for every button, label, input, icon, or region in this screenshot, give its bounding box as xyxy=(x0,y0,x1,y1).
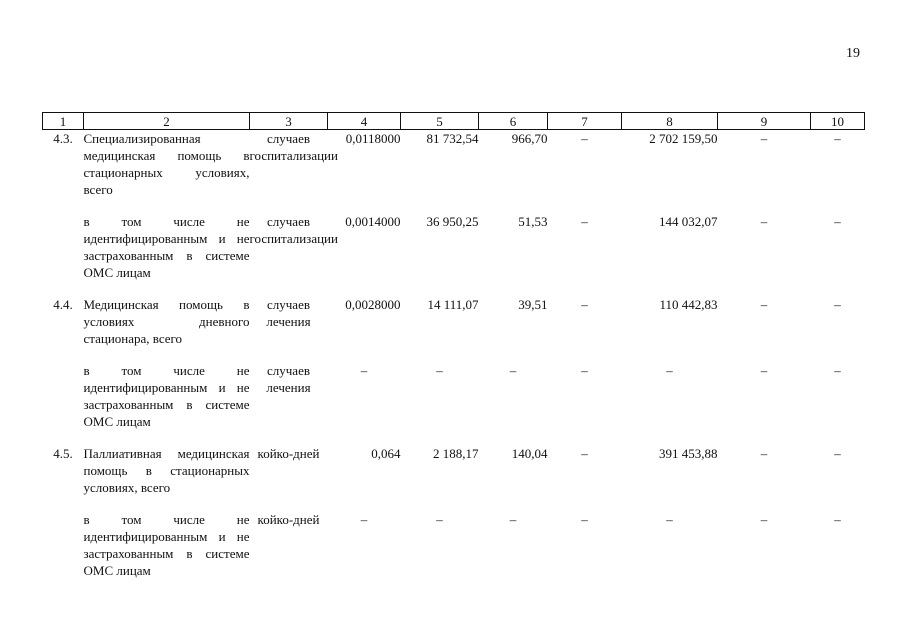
row-name xyxy=(84,445,250,511)
row-number: 4.3. xyxy=(53,131,73,146)
column-header-3: 3 xyxy=(250,113,328,130)
cell-col-5: 36 950,25 xyxy=(426,214,479,229)
cell-col-10: – xyxy=(834,131,841,146)
row-unit: случаев лечения xyxy=(266,297,311,329)
cell-col-5: – xyxy=(436,363,443,378)
cell-col-9: – xyxy=(760,363,768,378)
column-header-5: 5 xyxy=(401,113,479,130)
row-unit: койко-дней xyxy=(257,446,320,461)
cell-col-6: 966,70 xyxy=(511,131,548,146)
cell-col-9: – xyxy=(760,297,768,312)
cell-col-9: – xyxy=(760,214,768,229)
cell-col-7: – xyxy=(581,297,588,312)
cell-col-8: 2 702 159,50 xyxy=(649,131,718,146)
cell-col-5: – xyxy=(436,512,443,527)
cell-col-4: 0,064 xyxy=(371,446,401,461)
cell-col-6: 140,04 xyxy=(511,446,548,461)
row-unit: случаев госпитализации xyxy=(249,131,338,163)
cell-col-5: 2 188,17 xyxy=(433,446,479,461)
row-name-text: Медицинская помощь в условиях дневного стационара, всего xyxy=(83,297,250,346)
cell-col-9: – xyxy=(760,446,768,461)
row-name-text: в том числе не идентифицированным и не застрахованным в системе ОМС лицам xyxy=(83,363,250,429)
cell-col-6: – xyxy=(509,512,517,527)
row-name xyxy=(84,511,250,594)
table-row xyxy=(43,213,865,296)
cell-col-8: – xyxy=(666,363,673,378)
data-table xyxy=(42,112,865,594)
cell-col-5: 14 111,07 xyxy=(427,297,479,312)
column-header-7: 7 xyxy=(548,113,622,130)
cell-col-10: – xyxy=(834,363,841,378)
row-unit: случаев госпитализации xyxy=(249,214,338,246)
cell-col-8: 144 032,07 xyxy=(659,214,718,229)
cell-col-7: – xyxy=(581,214,588,229)
table-row xyxy=(43,296,865,362)
cell-col-4: 0,0028000 xyxy=(345,297,401,312)
row-number: 4.5. xyxy=(53,446,73,461)
cell-col-8: 110 442,83 xyxy=(659,297,718,312)
cell-col-8: – xyxy=(666,512,673,527)
row-name-text: в том числе не идентифицированным и не застрахованным в системе ОМС лицам xyxy=(83,512,250,578)
column-header-1: 1 xyxy=(43,113,84,130)
cell-col-7: – xyxy=(581,446,588,461)
row-name xyxy=(84,130,250,214)
cell-col-10: – xyxy=(834,297,841,312)
cell-col-10: – xyxy=(834,214,841,229)
cell-col-9: – xyxy=(760,512,768,527)
column-header-10: 10 xyxy=(811,113,865,130)
column-header-9: 9 xyxy=(718,113,811,130)
page-number: 19 xyxy=(846,46,860,61)
row-name-text: Специализированная медицинская помощь в стационарных условиях, всего xyxy=(83,131,250,197)
row-name xyxy=(84,296,250,362)
cell-col-4: – xyxy=(360,363,368,378)
cell-col-7: – xyxy=(581,512,588,527)
table-row xyxy=(43,511,865,594)
row-name-text: Паллиативная медицинская помощь в стационарных условиях, всего xyxy=(83,446,250,495)
row-name xyxy=(84,362,250,445)
cell-col-6: – xyxy=(509,363,517,378)
cell-col-10: – xyxy=(834,512,841,527)
column-header-6: 6 xyxy=(479,113,548,130)
row-name xyxy=(84,213,250,296)
cell-col-10: – xyxy=(834,446,841,461)
header-row xyxy=(43,113,865,130)
column-header-4: 4 xyxy=(328,113,401,130)
column-header-2: 2 xyxy=(84,113,250,130)
cell-col-8: 391 453,88 xyxy=(659,446,718,461)
cell-col-4: – xyxy=(360,512,368,527)
cell-col-7: – xyxy=(581,131,588,146)
row-number xyxy=(43,511,84,594)
table-row xyxy=(43,362,865,445)
row-unit: койко-дней xyxy=(257,512,320,527)
table-row xyxy=(43,130,865,214)
row-name-text: в том числе не идентифицированным и не застрахованным в системе ОМС лицам xyxy=(83,214,250,280)
row-unit: случаев лечения xyxy=(266,363,311,395)
cell-col-4: 0,0118000 xyxy=(345,131,401,146)
cell-col-6: 39,51 xyxy=(518,297,548,312)
cell-col-4: 0,0014000 xyxy=(345,214,401,229)
cell-col-7: – xyxy=(581,363,588,378)
row-number: 4.4. xyxy=(53,297,73,312)
column-header-8: 8 xyxy=(622,113,718,130)
cell-col-6: 51,53 xyxy=(518,214,548,229)
row-number xyxy=(43,213,84,296)
row-number xyxy=(43,362,84,445)
table-row xyxy=(43,445,865,511)
cell-col-9: – xyxy=(760,131,768,146)
cell-col-5: 81 732,54 xyxy=(426,131,479,146)
